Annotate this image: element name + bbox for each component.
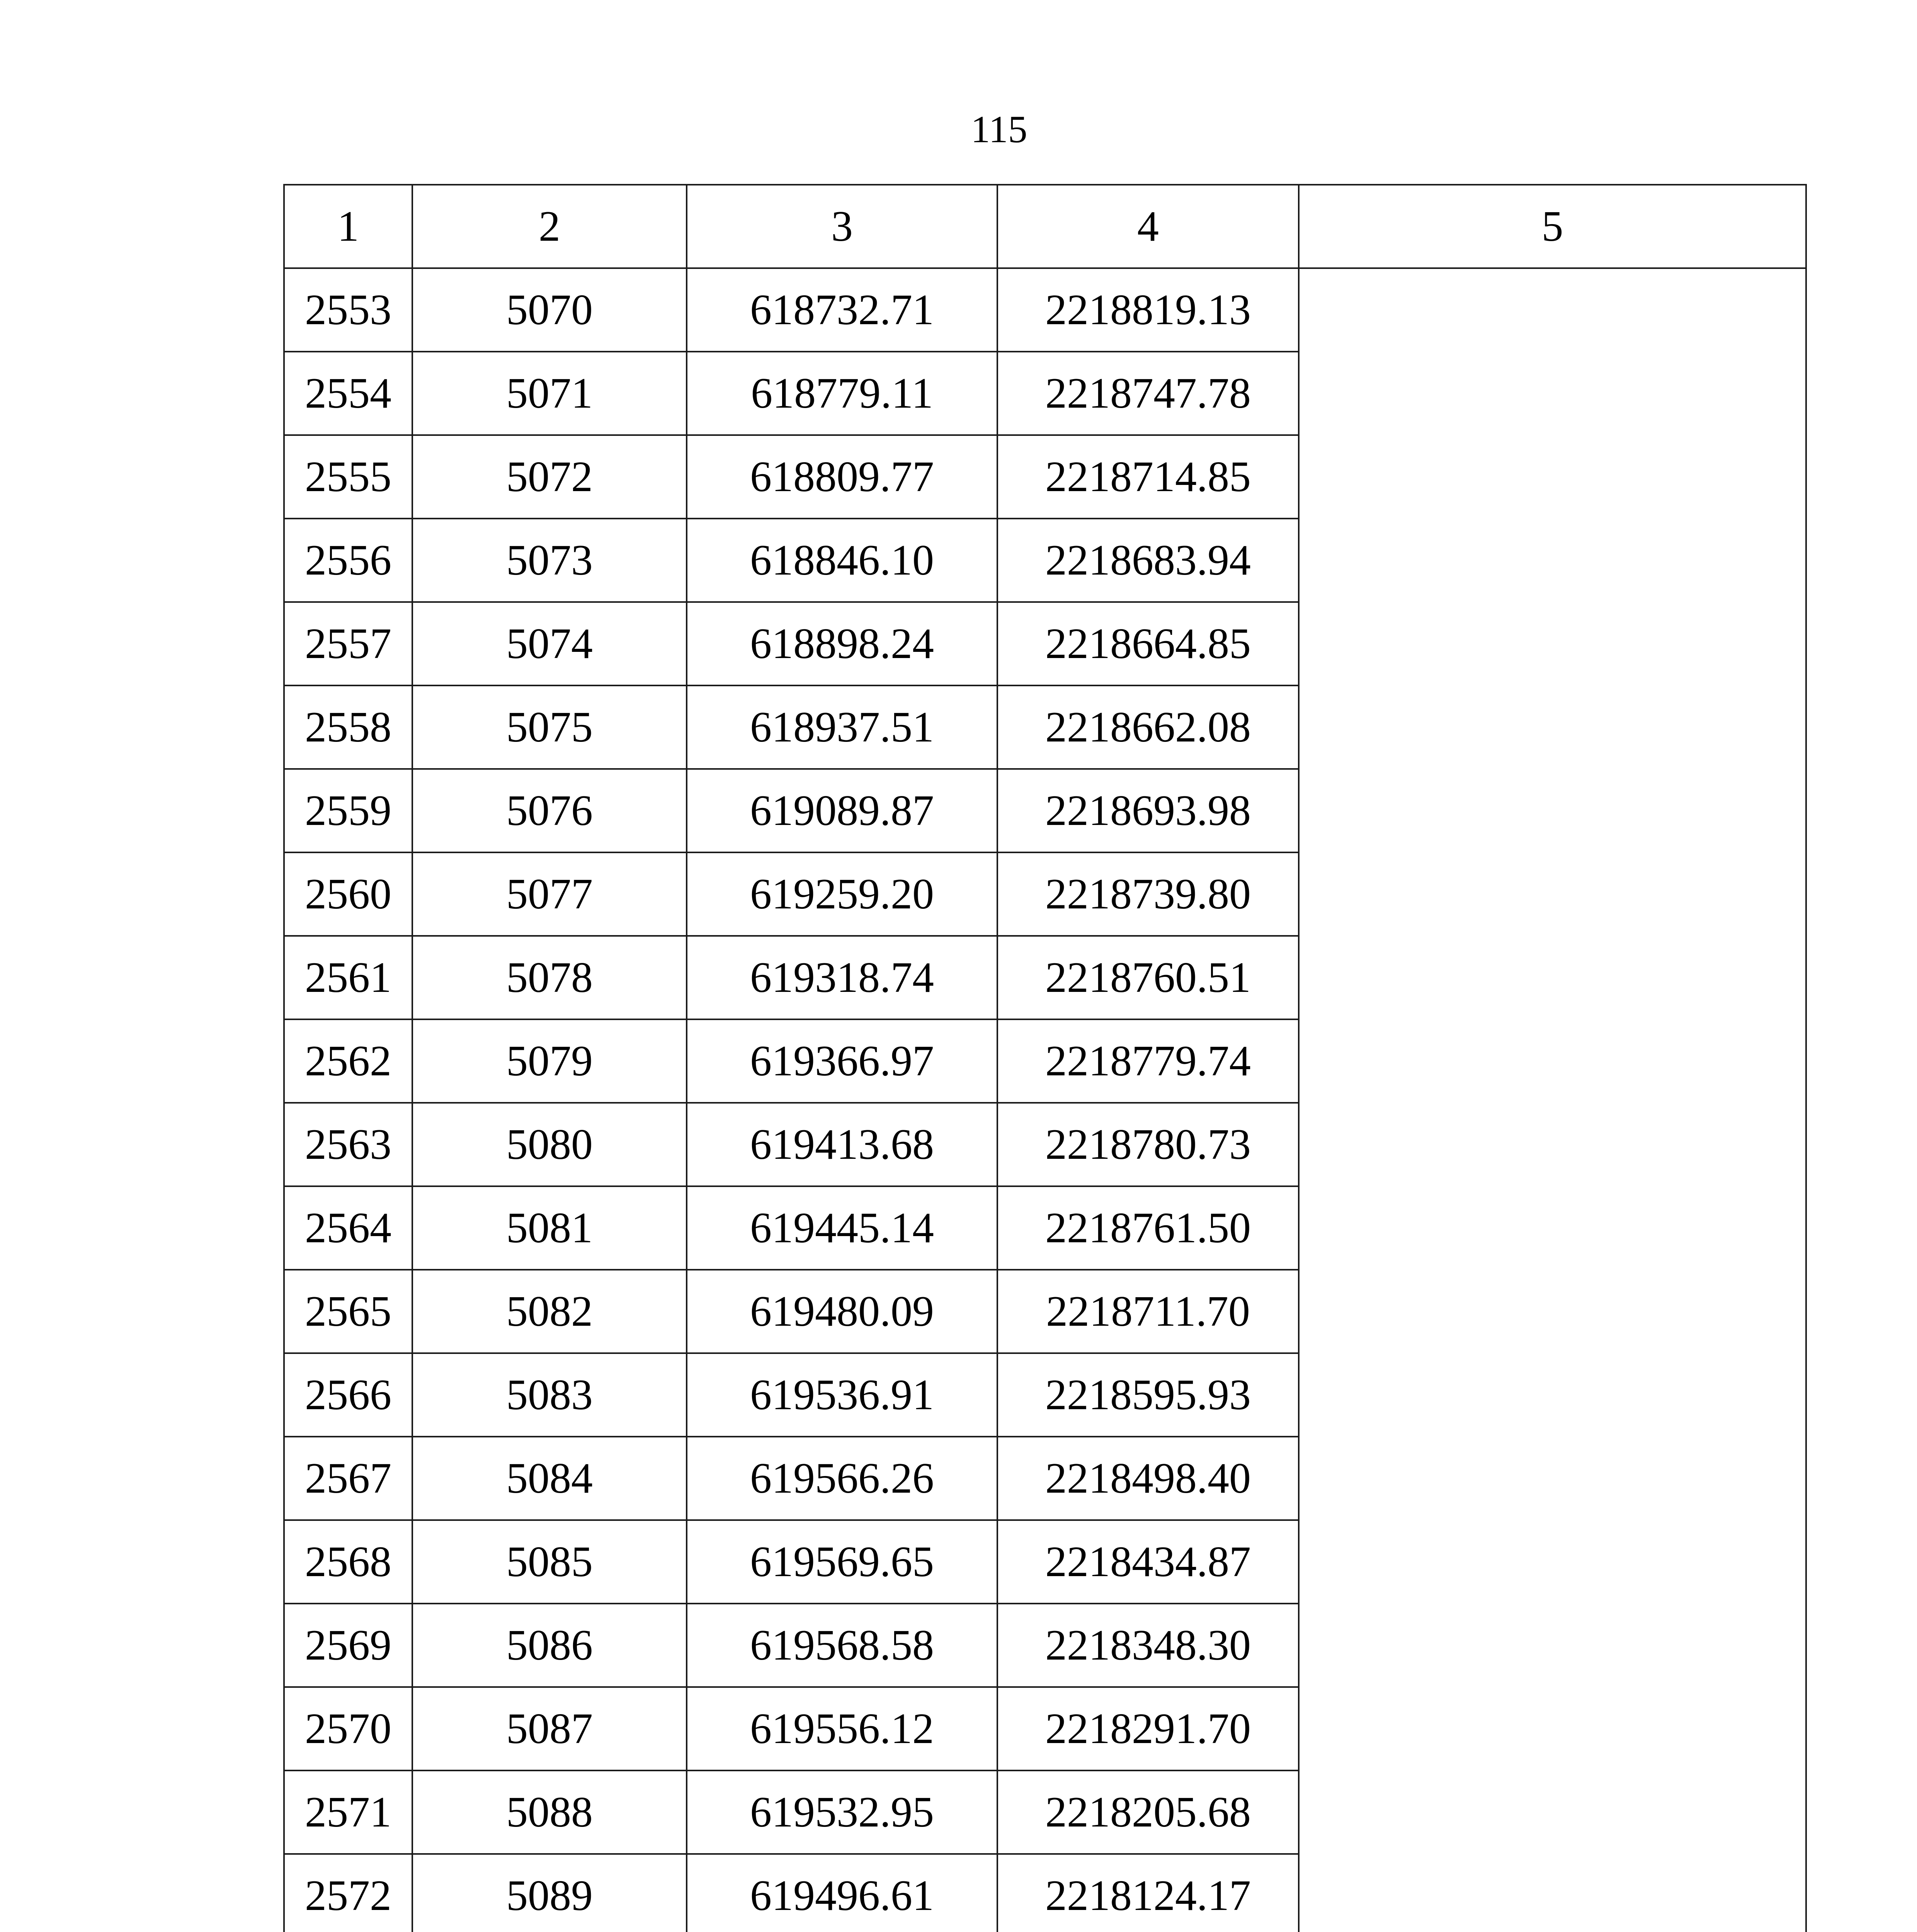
table-cell-col-3: 619569.65	[687, 1520, 997, 1604]
table-cell-col-3: 618937.51	[687, 685, 997, 769]
table-cell-col-5	[1299, 268, 1806, 1932]
table-cell-col-2: 5088	[412, 1770, 687, 1854]
table-body	[284, 268, 1806, 1932]
table-cell-col-3: 619318.74	[687, 936, 997, 1019]
table-cell-col-3: 619532.95	[687, 1770, 997, 1854]
table-cell-col-3: 618898.24	[687, 602, 997, 685]
table-cell-col-1: 2560	[284, 852, 412, 936]
table-cell-col-3: 618732.71	[687, 268, 997, 352]
table-cell-col-2: 5076	[412, 769, 687, 852]
table-cell-col-2: 5072	[412, 435, 687, 519]
table-cell-col-1: 2562	[284, 1019, 412, 1103]
table-cell-col-3: 619445.14	[687, 1186, 997, 1270]
table-row	[284, 268, 1806, 352]
table-cell-col-4: 2218348.30	[997, 1604, 1299, 1687]
table-cell-col-3: 619089.87	[687, 769, 997, 852]
table-cell-col-4: 2218291.70	[997, 1687, 1299, 1770]
table-cell-col-1: 2565	[284, 1270, 412, 1353]
table-cell-col-4: 2218819.13	[997, 268, 1299, 352]
table-cell-col-3: 619413.68	[687, 1103, 997, 1186]
table-cell-col-1: 2566	[284, 1353, 412, 1437]
table-cell-col-4: 2218205.68	[997, 1770, 1299, 1854]
table-cell-col-2: 5082	[412, 1270, 687, 1353]
table-cell-col-1: 2561	[284, 936, 412, 1019]
table-cell-col-2: 5070	[412, 268, 687, 352]
table-cell-col-3: 619536.91	[687, 1353, 997, 1437]
table-cell-col-4: 2218662.08	[997, 685, 1299, 769]
table-cell-col-1: 2559	[284, 769, 412, 852]
table-cell-col-2: 5089	[412, 1854, 687, 1932]
table-cell-col-1: 2554	[284, 352, 412, 435]
table-cell-col-2: 5086	[412, 1604, 687, 1687]
table-cell-col-3: 619259.20	[687, 852, 997, 936]
table-cell-col-4: 2218747.78	[997, 352, 1299, 435]
table-cell-col-2: 5077	[412, 852, 687, 936]
table-cell-col-2: 5085	[412, 1520, 687, 1604]
table-cell-col-4: 2218434.87	[997, 1520, 1299, 1604]
table-cell-col-2: 5087	[412, 1687, 687, 1770]
coordinates-table	[283, 184, 1807, 1932]
table-cell-col-4: 2218780.73	[997, 1103, 1299, 1186]
table-cell-col-1: 2558	[284, 685, 412, 769]
column-header-3: 3	[687, 185, 997, 268]
table-cell-col-4: 2218711.70	[997, 1270, 1299, 1353]
column-header-1: 1	[284, 185, 412, 268]
table-cell-col-2: 5081	[412, 1186, 687, 1270]
table-cell-col-2: 5084	[412, 1437, 687, 1520]
table-cell-col-1: 2555	[284, 435, 412, 519]
table-cell-col-1: 2556	[284, 519, 412, 602]
table-cell-col-4: 2218664.85	[997, 602, 1299, 685]
table-cell-col-3: 619556.12	[687, 1687, 997, 1770]
table-cell-col-3: 618846.10	[687, 519, 997, 602]
table-cell-col-2: 5075	[412, 685, 687, 769]
table-cell-col-1: 2563	[284, 1103, 412, 1186]
table-header	[284, 185, 1806, 268]
table-cell-col-4: 2218779.74	[997, 1019, 1299, 1103]
table-cell-col-3: 619568.58	[687, 1604, 997, 1687]
column-header-5: 5	[1299, 185, 1806, 268]
table-cell-col-2: 5074	[412, 602, 687, 685]
table-cell-col-2: 5083	[412, 1353, 687, 1437]
table-cell-col-4: 2218739.80	[997, 852, 1299, 936]
table-cell-col-4: 2218498.40	[997, 1437, 1299, 1520]
table-cell-col-1: 2568	[284, 1520, 412, 1604]
table-cell-col-2: 5078	[412, 936, 687, 1019]
table-cell-col-2: 5080	[412, 1103, 687, 1186]
table-cell-col-4: 2218714.85	[997, 435, 1299, 519]
table-cell-col-4: 2218595.93	[997, 1353, 1299, 1437]
table-cell-col-1: 2572	[284, 1854, 412, 1932]
table-cell-col-4: 2218693.98	[997, 769, 1299, 852]
table-cell-col-4: 2218683.94	[997, 519, 1299, 602]
table-cell-col-3: 619566.26	[687, 1437, 997, 1520]
table-cell-col-2: 5071	[412, 352, 687, 435]
table-cell-col-2: 5073	[412, 519, 687, 602]
table-cell-col-1: 2570	[284, 1687, 412, 1770]
table-cell-col-1: 2569	[284, 1604, 412, 1687]
table-cell-col-1: 2564	[284, 1186, 412, 1270]
table-header-row	[284, 185, 1806, 268]
column-header-4: 4	[997, 185, 1299, 268]
table-cell-col-3: 619366.97	[687, 1019, 997, 1103]
table-cell-col-4: 2218761.50	[997, 1186, 1299, 1270]
table-cell-col-3: 619480.09	[687, 1270, 997, 1353]
table-cell-col-3: 618779.11	[687, 352, 997, 435]
table-cell-col-2: 5079	[412, 1019, 687, 1103]
page-number: 115	[971, 108, 1027, 151]
table-cell-col-1: 2553	[284, 268, 412, 352]
column-header-2: 2	[412, 185, 687, 268]
table-cell-col-1: 2567	[284, 1437, 412, 1520]
table-cell-col-3: 619496.61	[687, 1854, 997, 1932]
table-cell-col-1: 2557	[284, 602, 412, 685]
table-cell-col-4: 2218124.17	[997, 1854, 1299, 1932]
table-cell-col-4: 2218760.51	[997, 936, 1299, 1019]
table-cell-col-3: 618809.77	[687, 435, 997, 519]
table-cell-col-1: 2571	[284, 1770, 412, 1854]
